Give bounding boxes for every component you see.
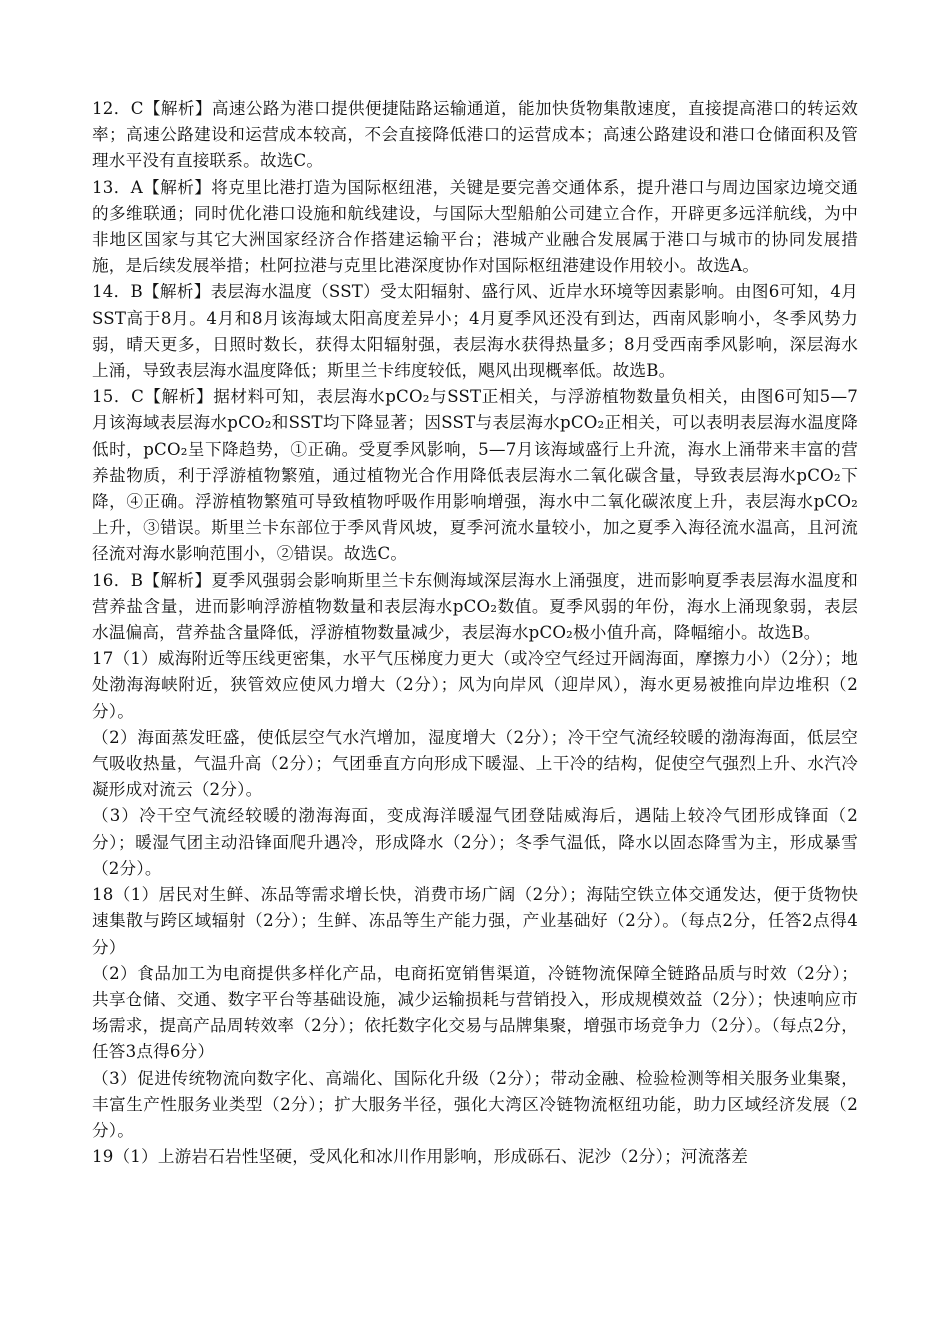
answer-paragraph-q12: 12．C【解析】高速公路为港口提供便捷陆路运输通道，能加快货物集散速度，直接提高港口的转运效率；高速公路建设和运营成本较高，不会直接降低港口的运营成本；高速公路建设和港口仓储面积及管理水平没有直接联系。故选C。 xyxy=(92,99,858,171)
answer-paragraph-q13: 13．A【解析】将克里比港打造为国际枢纽港，关键是要完善交通体系，提升港口与周边国家边境交通的多维联通；同时优化港口设施和航线建设，与国际大型船舶公司建立合作，开辟更多远洋航线，为中非地区国家与其它大洲国家经济合作搭建运输平台；港城产业融合发展属于港口与城市的协同发展措施，是后续发展举措；杜阿拉港与克里比港深度协作对国际枢纽港建设作用较小。故选A。 xyxy=(92,177,858,276)
answer-paragraph-q16: 16．B【解析】夏季风强弱会影响斯里兰卡东侧海域深层海水上涌强度，进而影响夏季表层海水温度和营养盐含量，进而影响浮游植物数量和表层海水pCO₂数值。夏季风弱的年份，海水上涌现象弱，表层水温偏高，营养盐含量降低，浮游植物数量减少，表层海水pCO₂极小值升高，降幅缩小。故选B。 xyxy=(92,570,858,643)
answer-paragraph-q14: 14．B【解析】表层海水温度（SST）受太阳辐射、盛行风、近岸水环境等因素影响。由图6可知，4月SST高于8月。4月和8月该海域太阳高度差异小；4月夏季风还没有到达，西南风影响小，冬季风势力弱，晴天更多，日照时数长，获得太阳辐射强，表层海水获得热量多；8月受西南季风影响，深层海水上涌，导致表层海水温度降低；斯里兰卡纬度较低，飓风出现概率低。故选B。 xyxy=(92,282,858,381)
answer-paragraph-q17-3: （3）冷干空气流经较暖的渤海海面，变成海洋暖湿气团登陆威海后，遇陆上较冷气团形成锋面（2分）；暖湿气团主动沿锋面爬升遇冷，形成降水（2分）；冬季气温低，降水以固态降雪为主，形成暴雪（2分）。 xyxy=(92,806,858,878)
answer-paragraph-q18-1: 18（1）居民对生鲜、冻品等需求增长快，消费市场广阔（2分）；海陆空铁立体交通发达，便于货物快速集散与跨区域辐射（2分）；生鲜、冻品等生产能力强，产业基础好（2分）。（每点2分，任答2点得4分） xyxy=(92,885,858,957)
answer-document xyxy=(92,96,858,1170)
answer-paragraph-q18-3: （3）促进传统物流向数字化、高端化、国际化升级（2分）；带动金融、检验检测等相关服务业集聚，丰富生产性服务业类型（2分）；扩大服务半径，强化大湾区冷链物流枢纽功能，助力区域经济发展（2分）。 xyxy=(92,1068,858,1140)
answer-paragraph-q17-1: 17（1）威海附近等压线更密集，水平气压梯度力更大（或冷空气经过开阔海面，摩擦力小）（2分）；地处渤海海峡附近，狭管效应使风力增大（2分）；风为向岸风（迎岸风），海水更易被推向岸边堆积（2分）。 xyxy=(92,649,858,721)
answer-paragraph-q19-1: 19（1）上游岩石岩性坚硬，受风化和冰川作用影响，形成砾石、泥沙（2分）；河流落差 xyxy=(92,1147,749,1167)
answer-paragraph-q17-2: （2）海面蒸发旺盛，使低层空气水汽增加，湿度增大（2分）；冷干空气流经较暖的渤海海面，低层空气吸收热量，气温升高（2分）；气团垂直方向形成下暖湿、上干冷的结构，促使空气强烈上升、水汽冷凝形成对流云（2分）。 xyxy=(92,727,858,800)
answer-paragraph-q18-2: （2）食品加工为电商提供多样化产品，电商拓宽销售渠道，冷链物流保障全链路品质与时效（2分）；共享仓储、交通、数字平台等基础设施，减少运输损耗与营销投入，形成规模效益（2分）；快速响应市场需求，提高产品周转效率（2分）；依托数字化交易与品牌集聚，增强市场竞争力（2分）。（每点2分，任答3点得6分） xyxy=(92,963,858,1062)
answer-paragraph-q15: 15．C【解析】据材料可知，表层海水pCO₂与SST正相关，与浮游植物数量负相关，由图6可知5—7月该海域表层海水pCO₂和SST均下降显著；因SST与表层海水pCO₂正相关，可以表明表层海水温度降低时，pCO₂呈下降趋势，①正确。受夏季风影响，5—7月该海域盛行上升流，海水上涌带来丰富的营养盐物质，利于浮游植物繁殖，通过植物光合作用降低表层海水二氧化碳含量，导致表层海水pCO₂下降，④正确。浮游植物繁殖可导致植物呼吸作用影响增强，海水中二氧化碳浓度上升，表层海水pCO₂上升，③错误。斯里兰卡东部位于季风背风坡，夏季河流水量较小，加之夏季入海径流水温高，且河流径流对海水影响范围小，②错误。故选C。 xyxy=(92,387,858,564)
